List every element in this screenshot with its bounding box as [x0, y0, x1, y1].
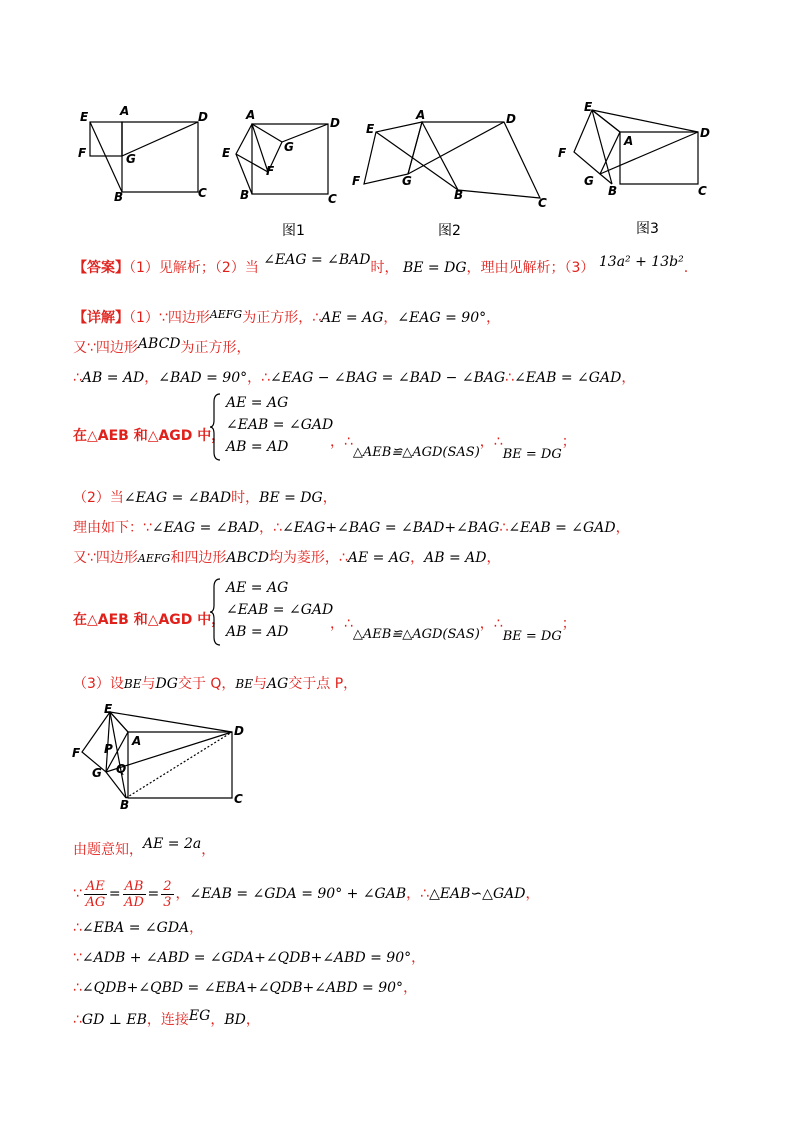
label-c: C [328, 192, 337, 206]
figure-1 [78, 102, 213, 212]
label-b: B [120, 798, 130, 812]
system-row: ∠EAB = ∠GAD [226, 602, 334, 618]
label-e: E [104, 702, 113, 716]
answer-line: 【答案】（1）见解析；（2）当 ∠EAG = ∠BAD时， BE = DG，理由见解析；（3） 13a² + 13b². [73, 252, 689, 276]
label-d: D [234, 724, 244, 738]
detail-line-14: ∴∠QDB+∠QBD = ∠EBA+∠QDB+∠ABD = 90°， [73, 980, 418, 996]
label-a: A [132, 734, 142, 748]
label-f: F [352, 174, 361, 188]
label-d: D [700, 126, 710, 140]
detail-tag: 【详解】 [73, 310, 129, 326]
label-f: F [558, 146, 567, 160]
system-row: AE = AG [226, 395, 289, 411]
label-e: E [222, 146, 231, 160]
label-c: C [234, 792, 243, 806]
figure-1-caption: 图1 [282, 223, 305, 239]
label-d: D [330, 116, 340, 130]
figure-2-caption: 图2 [438, 223, 461, 239]
detail-line-8: 在△AEB 和△AGD 中， [73, 612, 226, 628]
equation-system-2 [210, 577, 340, 647]
label-b: B [240, 188, 250, 202]
label-b: B [114, 190, 124, 204]
detail-line-7: 又∵四边形AEFG和四边形ABCD均为菱形，∴AE = AG，AB = AD， [73, 550, 501, 566]
equation-system-1 [210, 392, 340, 462]
brace-icon [210, 577, 222, 647]
math: BE = DG [402, 260, 467, 276]
label-g: G [92, 766, 102, 780]
brace-icon [210, 392, 222, 462]
label-c: C [698, 184, 707, 198]
label-q: Q [116, 762, 127, 776]
system-row: AB = AD [226, 624, 289, 640]
detail-line-6: 理由如下：∵∠EAG = ∠BAD，∴∠EAG+∠BAG = ∠BAD+∠BAG∴∠EAB = ∠GAD， [73, 520, 630, 536]
math: 13a² + 13b² [598, 254, 684, 270]
figure-3 [556, 100, 716, 200]
detail-line-8-result: ，∴△AEB≌△AGD(SAS)，∴BE = DG； [330, 616, 576, 644]
fraction: $\frac{AB}{AD}$ [124, 878, 144, 910]
label-g: G [126, 152, 136, 166]
detail-line-10: 由题意知，AE = 2a， [73, 836, 216, 858]
label-f: F [266, 164, 275, 178]
label-a: A [120, 104, 130, 118]
detail-line-3: ∴AB = AD，∠BAD = 90°，∴∠EAG − ∠BAG = ∠BAD − ∠BAG∴∠EAB = ∠GAD， [73, 370, 636, 386]
label-e: E [80, 110, 89, 124]
system-row: ∠EAB = ∠GAD [226, 417, 334, 433]
system-row: AE = AG [226, 580, 289, 596]
detail-line-4-result: ，∴△AEB≌△AGD(SAS)，∴BE = DG； [330, 434, 576, 462]
system-row: AB = AD [226, 439, 289, 455]
label-g: G [584, 174, 594, 188]
label-g: G [402, 174, 412, 188]
label-e: E [366, 122, 375, 136]
detail-line-5: （2）当∠EAG = ∠BAD时，BE = DG， [73, 490, 337, 506]
detail-line-11: ∵ $\frac{AE}{AG}$ = $\frac{AB}{AD}$ = $\frac{2}{3}$ ，∠EAB = ∠GDA = 90° + ∠GAB，∴△EAB∽△GAD， [73, 878, 540, 910]
label-d: D [198, 110, 208, 124]
label-f: F [78, 146, 87, 160]
label-p: P [104, 742, 113, 756]
label-c: C [538, 196, 547, 210]
figure-3-caption: 图3 [636, 221, 659, 237]
detail-line-4: 在△AEB 和△AGD 中， [73, 428, 226, 444]
math: ∠EAG = ∠BAD [263, 252, 371, 268]
answer-tag: 【答案】 [73, 260, 129, 276]
label-a: A [246, 108, 256, 122]
detail-line-9: （3）设BE与DG交于 Q，BE与AG交于点 P， [73, 676, 358, 692]
label-f: F [72, 746, 81, 760]
fraction: $\frac{AE}{AG}$ [85, 878, 106, 910]
label-d: D [506, 112, 516, 126]
label-e: E [584, 100, 593, 114]
label-a: A [624, 134, 634, 148]
label-g: G [284, 140, 294, 154]
label-b: B [454, 188, 464, 202]
figure-part-3 [70, 702, 255, 812]
detail-line-13: ∵∠ADB + ∠ABD = ∠GDA+∠QDB+∠ABD = 90°， [73, 950, 426, 966]
figure-1-detail [222, 108, 347, 208]
label-b: B [608, 184, 618, 198]
detail-line-2: 又∵四边形ABCD为正方形， [73, 336, 251, 356]
label-a: A [416, 108, 426, 122]
label-c: C [198, 186, 207, 200]
detail-line-1: 【详解】（1）∵四边形$^{AEFG}$为正方形，∴AE = AG，∠EAG = 90°， [73, 308, 501, 326]
detail-line-15: ∴GD ⊥ EB，连接EG，BD， [73, 1008, 260, 1028]
figure-2 [350, 108, 555, 208]
fraction: $\frac{2}{3}$ [163, 878, 172, 910]
detail-line-12: ∴∠EBA = ∠GDA， [73, 920, 204, 936]
